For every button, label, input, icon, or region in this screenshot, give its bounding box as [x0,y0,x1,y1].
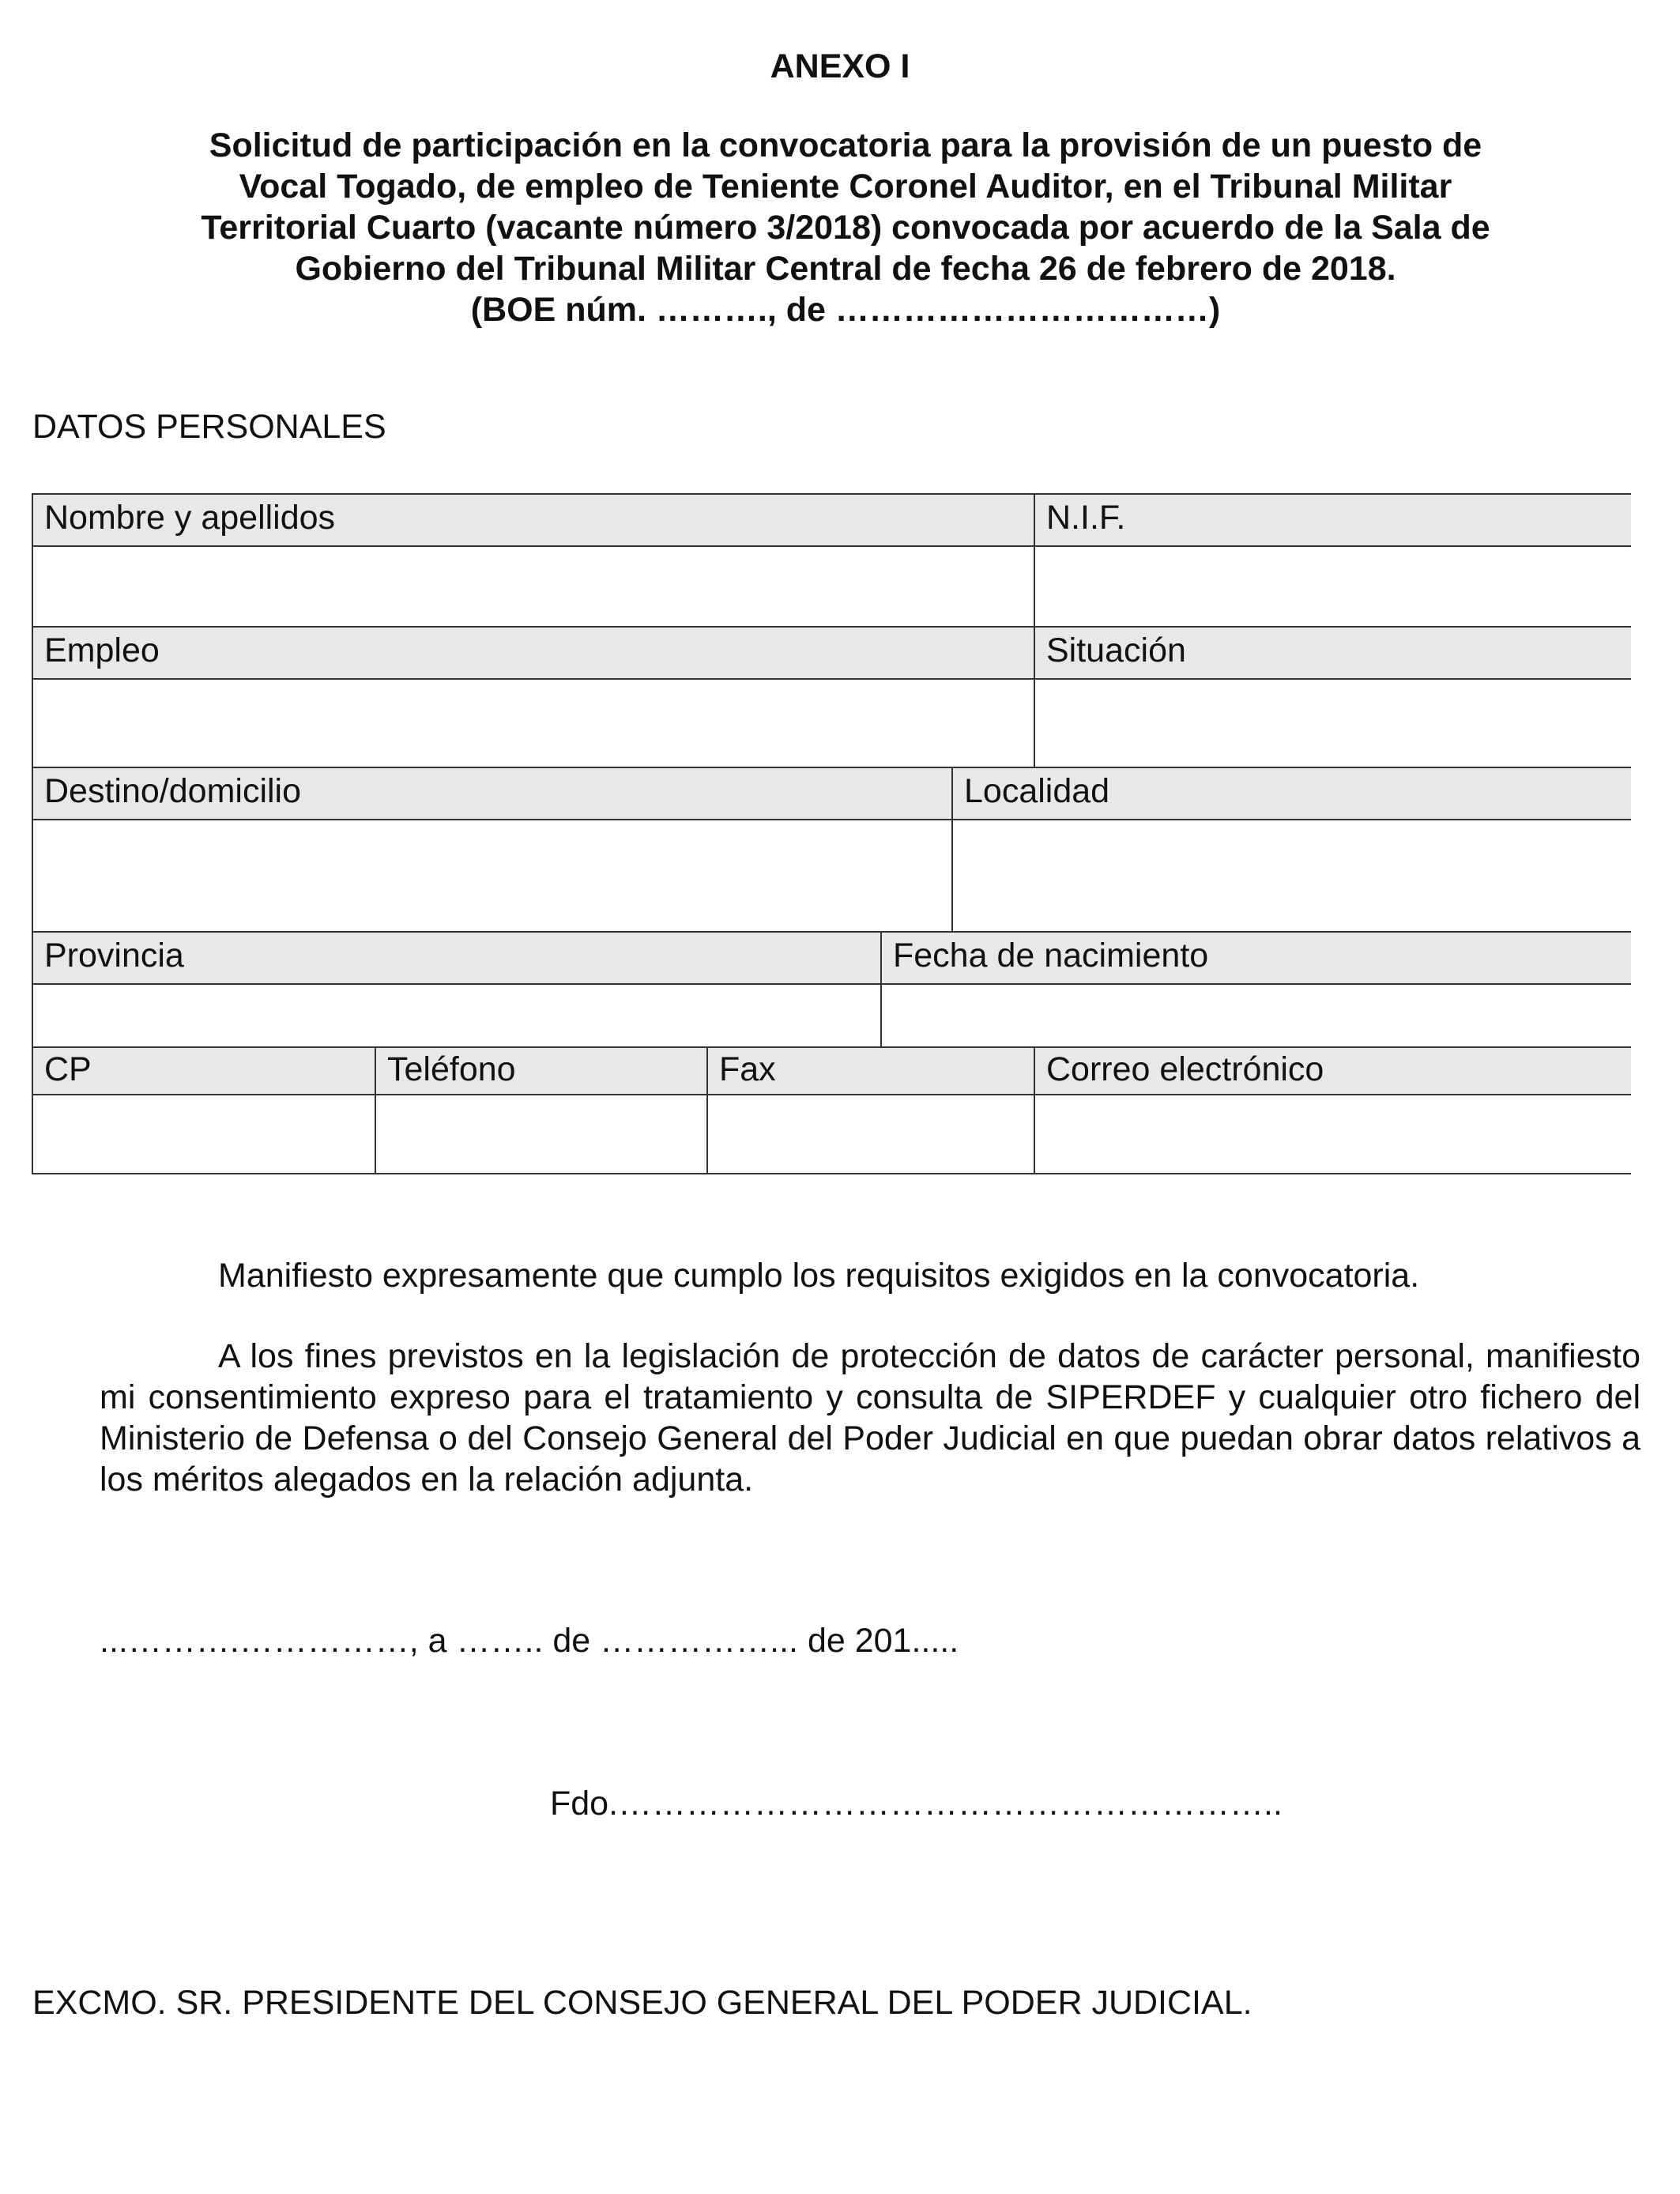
personal-data-form [32,493,1631,1174]
provincia-label: Provincia [33,933,882,985]
situacion-field[interactable] [1035,680,1631,768]
telefono-label: Teléfono [376,1048,708,1095]
destino-field[interactable] [33,820,953,933]
title-line: Vocal Togado, de empleo de Teniente Coronel Auditor, en el Tribunal Militar [239,168,1452,205]
title-line: Gobierno del Tribunal Militar Central de fecha 26 de febrero de 2018. [295,250,1396,288]
consent-text: A los fines previstos en la legislación de protección de datos de carácter personal, manifiesto mi consentimiento expreso para el tratamiento y consulta de SIPERDEF y cualquier otro fichero del Ministerio de Defensa o del Consejo General del Poder Judicial en que puedan obrar datos relativos a los méritos alegados en la relación adjunta. [100,1337,1640,1498]
annex-label: ANEXO I [770,47,910,85]
empleo-label: Empleo [33,628,1035,680]
fax-label: Fax [708,1048,1035,1095]
section-heading: DATOS PERSONALES [32,408,386,446]
nombre-label: Nombre y apellidos [33,495,1035,547]
signature-line: Fdo.………………………………………………….. [550,1785,1283,1823]
localidad-field[interactable] [953,820,1631,933]
cp-label: CP [33,1048,376,1095]
title-line: Territorial Cuarto (vacante número 3/2018) convocada por acuerdo de la Sala de [201,209,1490,247]
localidad-label: Localidad [953,768,1631,820]
fax-field[interactable] [708,1095,1035,1173]
nombre-field[interactable] [33,547,1035,628]
nif-label: N.I.F. [1035,495,1631,547]
correo-field[interactable] [1035,1095,1631,1173]
nif-field[interactable] [1035,547,1631,628]
situacion-label: Situación [1035,628,1631,680]
declaration-text: Manifiesto expresamente que cumplo los requisitos exigidos en la convocatoria. [218,1257,1420,1295]
addressee: EXCMO. SR. PRESIDENTE DEL CONSEJO GENERAL DEL PODER JUDICIAL. [32,1984,1252,2022]
fecha-nacimiento-field[interactable] [882,985,1631,1048]
consent-paragraph [100,1336,1640,1500]
telefono-field[interactable] [376,1095,708,1173]
destino-label: Destino/domicilio [33,768,953,820]
correo-label: Correo electrónico [1035,1048,1631,1095]
cp-field[interactable] [33,1095,376,1173]
empleo-field[interactable] [33,680,1035,768]
title-line: (BOE núm. ………., de ……………………………) [470,291,1221,329]
date-line: ...……….……………, a …….. de ……………... de 201..... [100,1622,959,1660]
fecha-nacimiento-label: Fecha de nacimiento [882,933,1631,985]
title-line: Solicitud de participación en la convocatoria para la provisión de un puesto de [209,126,1482,164]
provincia-field[interactable] [33,985,882,1048]
document-title [47,125,1644,330]
